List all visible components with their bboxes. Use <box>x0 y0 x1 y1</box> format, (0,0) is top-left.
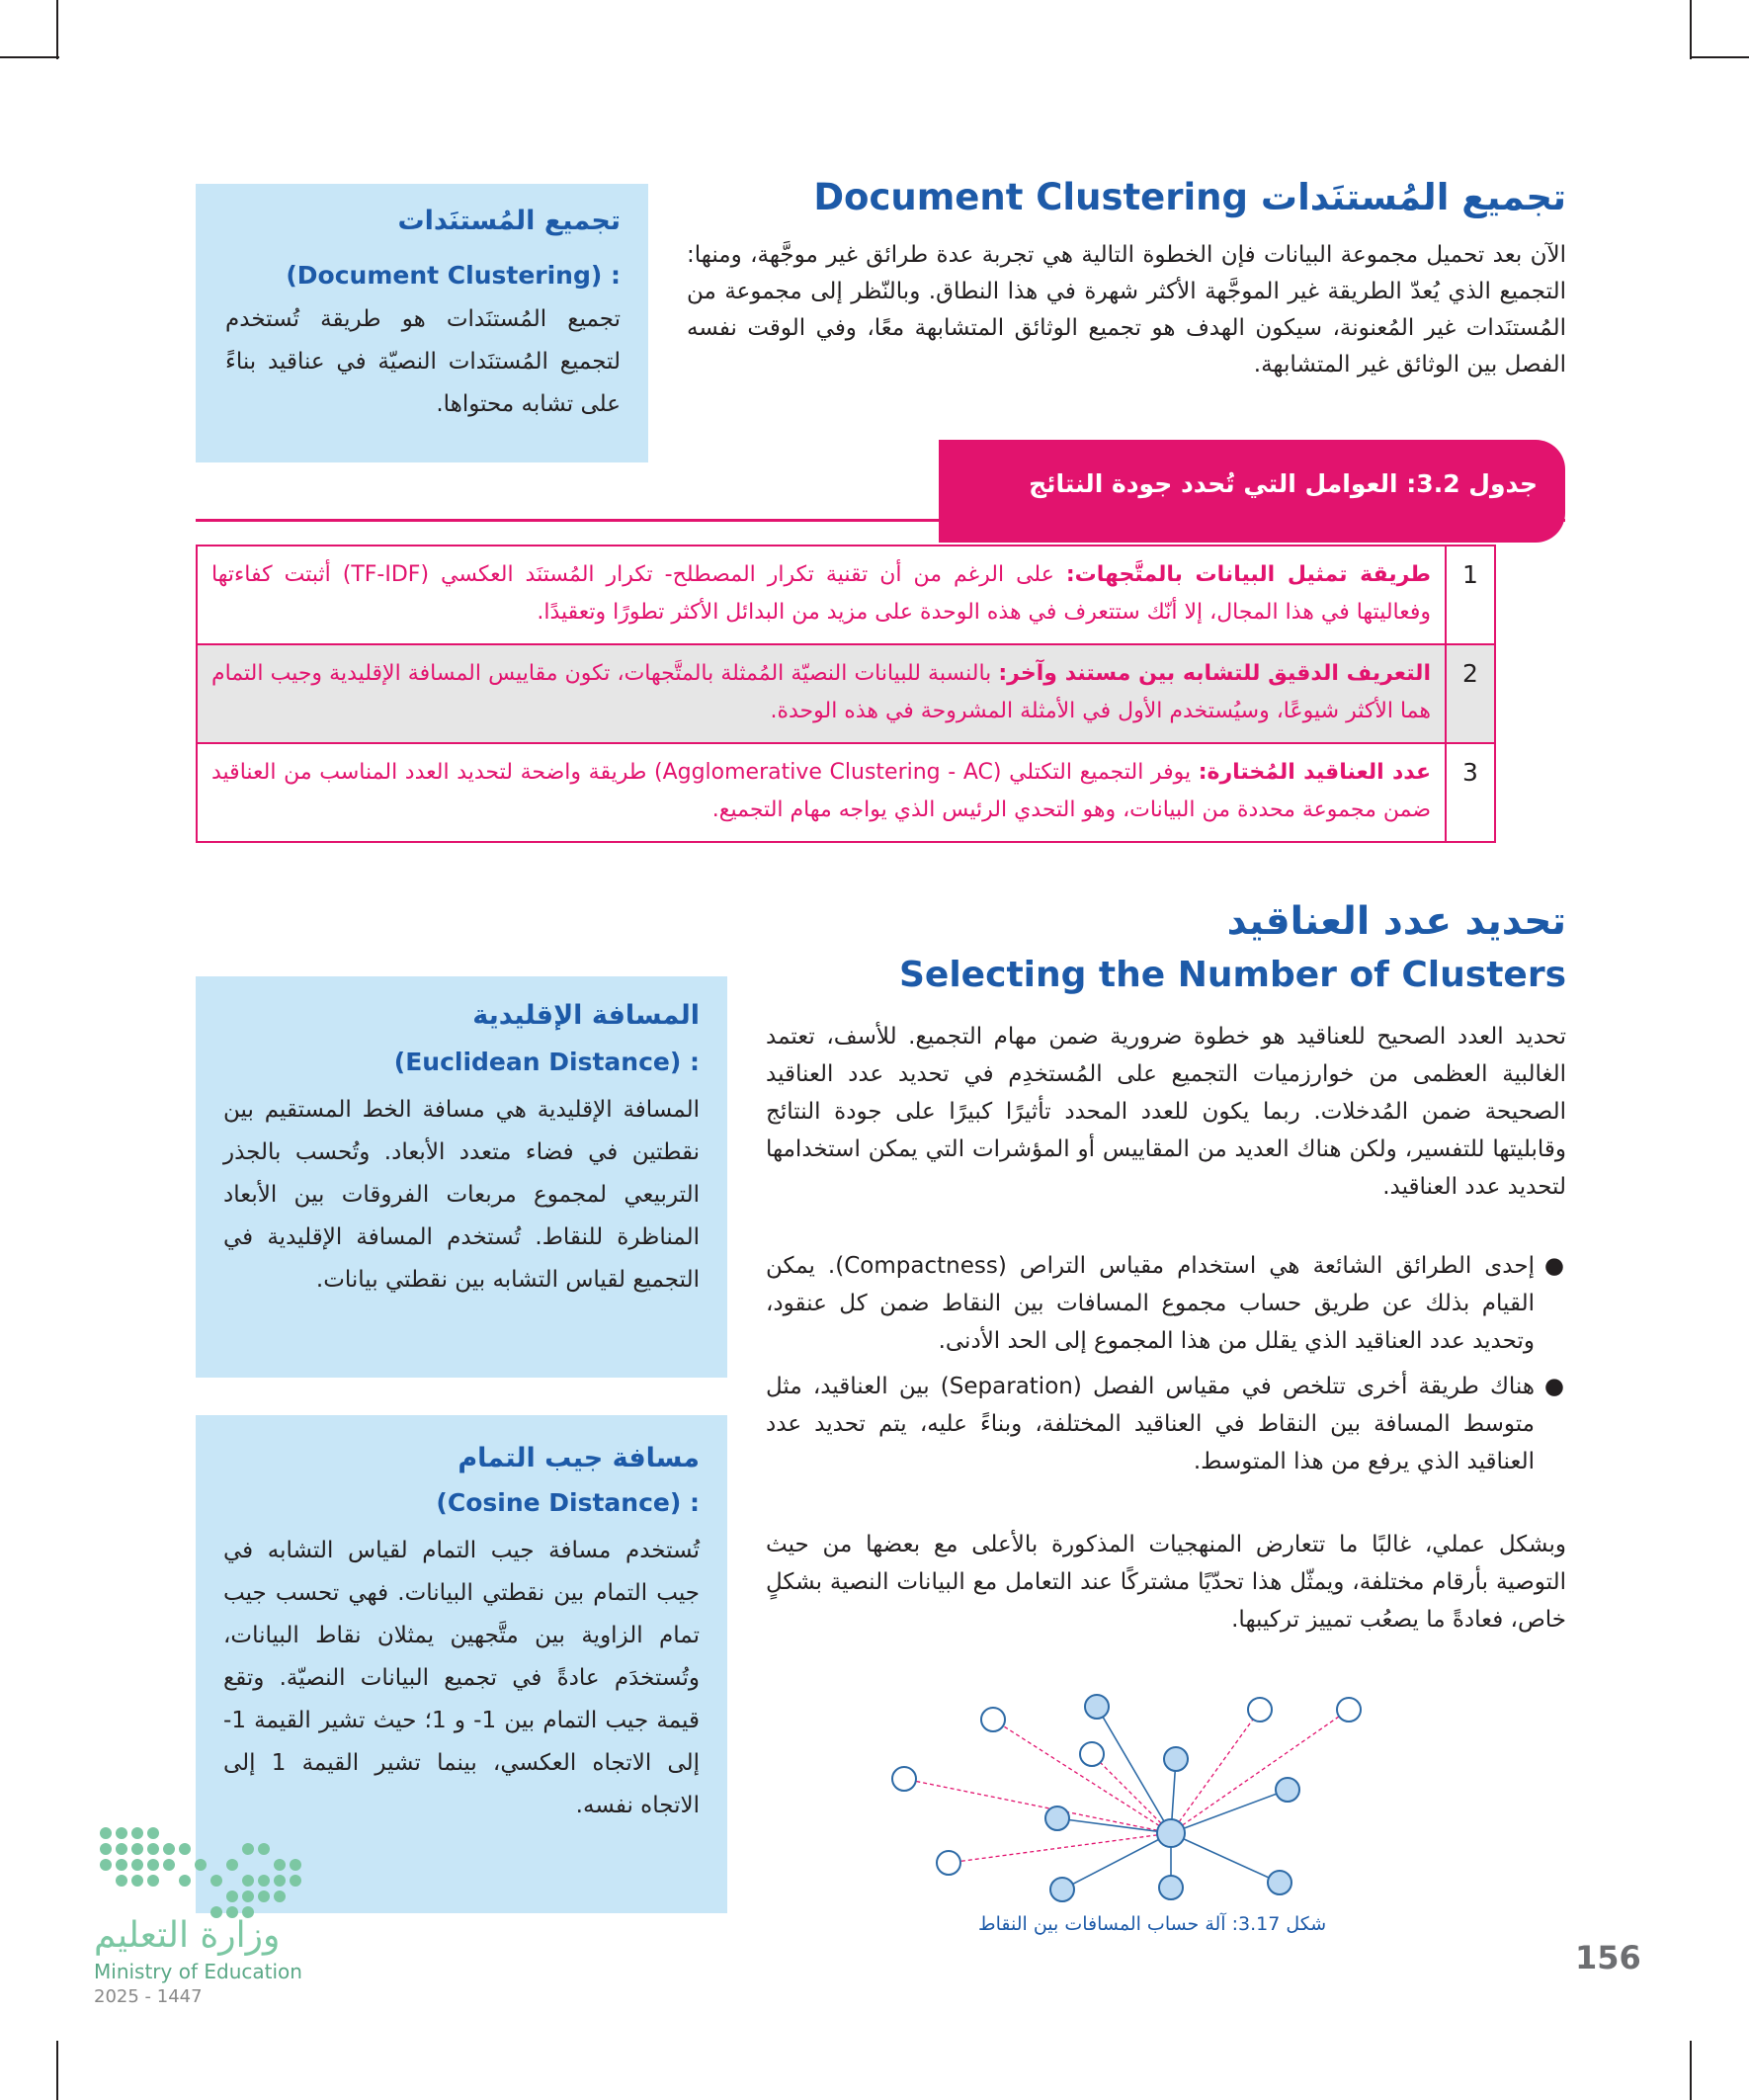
row-number: 1 <box>1445 546 1494 643</box>
intro-paragraph: الآن بعد تحميل مجموعة البيانات فإن الخطوة التالية هي تجربة عدة طرائق غير موجَّهة، ومنها: التجميع الذي يُعدّ الطريقة غير الموجَّهة الأكثر شهرة في هذا النطاق. وبالنّظر إلى مجموعة من المُستنَدات غير المُعنونة، سيكون الهدف هو تجميع الوثائق المتشابهة معًا، وفي الوقت نفسه الفصل بين الوثائق غير المتشابهة. <box>687 242 1566 378</box>
data-point <box>937 1851 960 1875</box>
section-heading-document-clustering: تجميع المُستنَدات Document Clustering <box>813 176 1566 218</box>
sidebar-subtitle: (Cosine Distance) : <box>436 1488 700 1517</box>
data-point <box>892 1767 916 1791</box>
section-heading-ar: تحديد عدد العناقيد <box>1226 899 1566 944</box>
row-term: التعريف الدقيق للتشابه بين مستند وآخر: <box>998 661 1431 686</box>
data-point <box>1080 1742 1104 1766</box>
data-point <box>1050 1878 1074 1901</box>
crop-mark <box>56 0 58 59</box>
table-row <box>198 742 1494 841</box>
bullet-text: هناك طريقة أخرى تتلخص في مقياس الفصل (Separation) بين العناقيد، مثل متوسط المسافة بين النقاط في العناقيد المختلفة، وبناءً عليه، يتم تحديد عدد العناقيد الذي يرفع من هذا المتوسط. <box>766 1374 1536 1474</box>
sidebar-subtitle: (Euclidean Distance) : <box>393 1048 700 1076</box>
row-number: 2 <box>1445 645 1494 742</box>
row-description: يوفر التجميع التكتلي (Agglomerative Clustering - AC) طريقة واضحة لتحديد العدد المناسب من العناقيد ضمن مجموعة محددة من البيانات، وهو التحدي الرئيس الذي يواجه مهام التجميع. <box>211 760 1431 822</box>
clusters-paragraph: تحديد العدد الصحيح للعناقيد هو خطوة ضرورية ضمن مهام التجميع. للأسف، تعتمد الغالبية العظمى من خوارزميات التجميع على المُستخدِم في تحديد عدد العناقيد الصحيحة ضمن المُدخلات. ربما يكون للعدد المحدد تأثيرًا كبيرًا على جودة النتائج وقابليتها للتفسير، ولكن هناك العديد من المقاييس أو المؤشرات التي يمكن استخدامها لتحديد عدد العناقيد. <box>766 1024 1566 1200</box>
logo-text-en: Ministry of Education <box>94 1960 302 1983</box>
logo-text-ar: وزارة التعليم <box>94 1915 281 1956</box>
section-heading-en: Selecting the Number of Clusters <box>899 955 1566 995</box>
sidebar-body: تجميع المُستنَدات هو طريقة تُستخدم لتجميع المُستنَدات النصيّة في عناقيد بناءً على تشابه محتواها. <box>225 306 621 417</box>
bullet-text: إحدى الطرائق الشائعة هي استخدام مقياس التراص (Compactness). يمكن القيام بذلك عن طريق حساب مجموع المسافات بين النقاط ضمن كل عنقود، وتحديد عدد العناقيد الذي يقلل من هذا المجموع إلى الحد الأدنى. <box>766 1253 1535 1354</box>
bullet-list <box>766 1247 1564 1480</box>
row-term: طريقة تمثيل البيانات بالمتَّجهات: <box>1065 562 1431 587</box>
row-description: على الرغم من أن تقنية تكرار المصطلح- تكرار المُستنَد العكسي (TF-IDF) أثبتت كفاءتها وفعاليتها في هذا المجال، إلا أنّك ستتعرف في هذه الوحدة على مزيد من البدائل الأكثر تطورًا وتعقيدًا. <box>211 562 1431 625</box>
factors-table <box>196 545 1496 843</box>
row-text <box>211 744 1431 841</box>
list-item <box>766 1368 1564 1480</box>
data-point <box>1248 1698 1272 1722</box>
distance-figure <box>870 1680 1393 1932</box>
data-point <box>1085 1695 1109 1719</box>
sidebar-title: تجميع المُستنَدات <box>397 206 621 236</box>
list-item <box>766 1247 1564 1360</box>
sidebar-title: المسافة الإقليدية <box>472 1000 700 1031</box>
row-text <box>211 645 1431 742</box>
solid-lines <box>1057 1707 1288 1890</box>
data-point <box>1159 1876 1183 1899</box>
logo-year: 2025 - 1447 <box>94 1986 203 2007</box>
bullet-dot-icon: ● <box>1543 1253 1564 1279</box>
row-text <box>211 546 1431 643</box>
data-point <box>1276 1778 1299 1802</box>
bullet-dot-icon: ● <box>1543 1374 1564 1399</box>
table-title: جدول 3.2: العوامل التي تُحدد جودة النتائج <box>1029 469 1538 498</box>
sidebar-euclidean-distance <box>196 976 727 1378</box>
row-term: عدد العناقيد المُختارة: <box>1198 760 1431 785</box>
data-point <box>1268 1871 1291 1894</box>
sidebar-subtitle: (Document Clustering) : <box>286 261 621 290</box>
row-description: بالنسبة للبيانات النصيّة المُمثلة بالمتَّجهات، تكون مقاييس المسافة الإقليدية وجيب التمام هما الأكثر شيوعًا، وسيُستخدم الأول في الأمثلة المشروحة في هذه الوحدة. <box>211 661 1431 723</box>
data-point <box>1045 1806 1069 1830</box>
crop-mark <box>1690 2041 1692 2100</box>
crop-mark <box>0 56 59 58</box>
data-point <box>1337 1698 1361 1722</box>
page-number: 156 <box>1575 1939 1641 1976</box>
closing-paragraph: وبشكل عملي، غالبًا ما تتعارض المنهجيات المذكورة بالأعلى مع بعضها من حيث التوصية بأرقام مختلفة، ويمثّل هذا تحدّيًا مشتركًا عند التعامل مع البيانات النصية بشكلٍ خاص، فعادةً ما يصعُب تمييز تركيبها. <box>766 1532 1566 1633</box>
crop-mark <box>56 2041 58 2100</box>
crop-mark <box>1690 56 1749 58</box>
crop-mark <box>1690 0 1692 59</box>
figure-caption: شكل 3.17: آلة حساب المسافات بين النقاط <box>978 1913 1327 1935</box>
center-point <box>1157 1819 1185 1847</box>
data-point <box>981 1708 1005 1731</box>
data-point <box>1164 1747 1188 1771</box>
points <box>892 1695 1361 1901</box>
table-row <box>198 643 1494 742</box>
row-number: 3 <box>1445 744 1494 841</box>
sidebar-body: تُستخدم مسافة جيب التمام لقياس التشابه في جيب التمام بين نقطتي البيانات. فهي تحسب جيب تمام الزاوية بين متَّجهين يمثلان نقاط البيانات، وتُستخدَم عادةً في تجميع البيانات النصيّة. وتقع قيمة جيب التمام بين 1- و 1؛ حيث تشير القيمة 1- إلى الاتجاه العكسي، بينما تشير القيمة 1 إلى الاتجاه نفسه. <box>223 1538 700 1818</box>
table-header <box>939 440 1565 543</box>
sidebar-document-clustering <box>196 184 648 462</box>
sidebar-title: مسافة جيب التمام <box>458 1443 700 1473</box>
table-row <box>198 546 1494 643</box>
sidebar-body: المسافة الإقليدية هي مسافة الخط المستقيم بين نقطتين في فضاء متعدد الأبعاد. وتُحسب بالجذر التربيعي لمجموع مربعات الفروقات بين الأبعاد المناظرة للنقاط. تُستخدم المسافة الإقليدية في التجميع لقياس التشابه بين نقطتي بيانات. <box>223 1097 700 1293</box>
